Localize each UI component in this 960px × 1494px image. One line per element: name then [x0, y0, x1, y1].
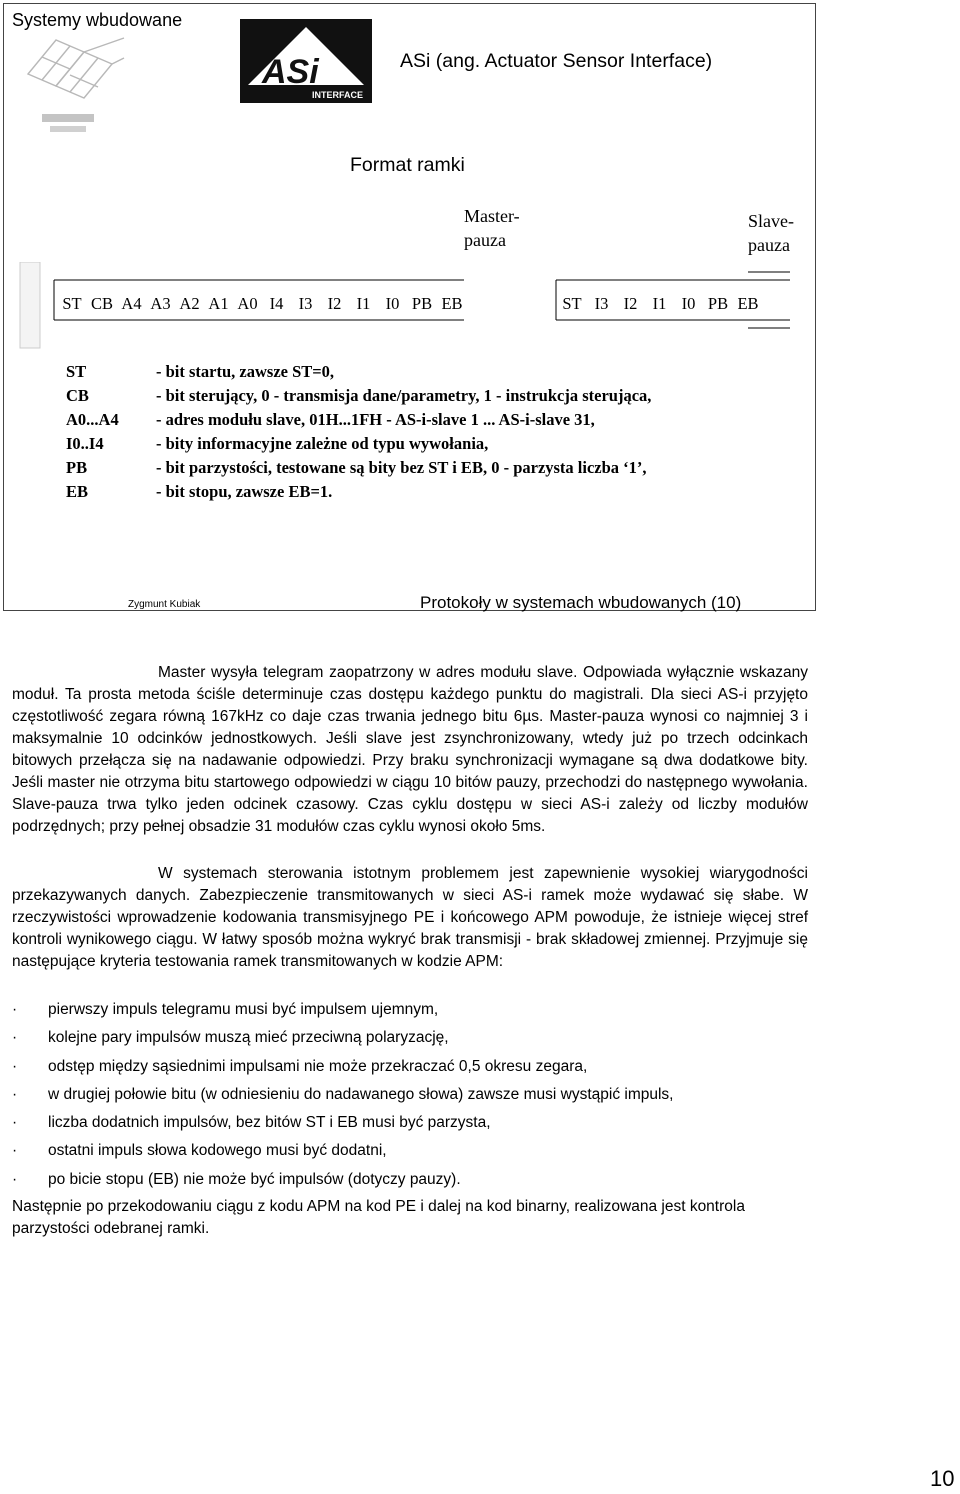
list-item-text: ostatni impuls słowa kodowego musi być dodatni,: [48, 1142, 387, 1160]
master-bit: I4: [269, 294, 284, 313]
slave-bit: I2: [623, 294, 638, 313]
list-item-text: kolejne pary impulsów muszą mieć przeciwną polaryzację,: [48, 1029, 449, 1047]
list-item: [8, 1027, 808, 1055]
asi-logo-subtext: INTERFACE: [312, 90, 364, 100]
asi-logo-text: ASi: [262, 53, 319, 91]
legend-desc: - bit sterujący, 0 - transmisja dane/parametry, 1 - instrukcja sterująca,: [156, 386, 652, 405]
master-bit: EB: [441, 294, 463, 313]
master-bit: I1: [356, 294, 371, 313]
bullet-icon: ·: [12, 1142, 18, 1160]
slide-author: Zygmunt Kubiak: [128, 599, 201, 610]
slave-pause-label-line2: pauza: [748, 235, 790, 255]
master-bit: A3: [150, 294, 171, 313]
paragraph-2-text: W systemach sterowania istotnym problemem jest zapewnienie wysokiej wiarygodności przekazywanych danych. Zabezpieczenie transmitowanych w sieci AS-i ramek może wydawać się słabe. W rzeczywistości wprowadzenie kodowania transmisyjnego PE i końcowego APM powoduje, że istnieje więcej stref kontroli wynikowego ciągu. W łatwy sposób można wykryć brak transmisji - brak składowej zmiennej. Przyjmuje się następujące kryteria testowania ramek transmitowanych w kodzie APM:: [12, 865, 808, 970]
master-frame: [57, 287, 467, 321]
list-item: [8, 1112, 808, 1140]
slave-frame: [557, 287, 763, 321]
list-item-text: odstęp między sąsiednimi impulsami nie może przekraczać 0,5 okresu zegara,: [48, 1057, 588, 1075]
asi-logo: [240, 19, 372, 103]
master-bit: I3: [298, 294, 313, 313]
legend-row: [66, 360, 651, 384]
bullet-icon: ·: [12, 1057, 18, 1075]
legend-key: I0..I4: [66, 434, 104, 453]
slave-pause-label: [748, 209, 794, 257]
legend-key: A0...A4: [66, 410, 119, 429]
master-bit: PB: [411, 294, 433, 313]
legend-desc: - adres modułu slave, 01H...1FH - AS-i-slave 1 ... AS-i-slave 31,: [156, 410, 595, 429]
legend-key: EB: [66, 482, 89, 501]
legend-key: CB: [66, 386, 89, 405]
slave-bit: I1: [652, 294, 667, 313]
list-item-text: pierwszy impuls telegramu musi być impulsem ujemnym,: [48, 1001, 439, 1018]
slide-footer: Protokoły w systemach wbudowanych (10): [420, 593, 742, 612]
list-item: [8, 1169, 808, 1197]
list-item: [8, 1140, 808, 1168]
list-item-text: liczba dodatnich impulsów, bez bitów ST i EB musi być parzysta,: [48, 1114, 491, 1132]
legend-desc: - bit startu, zawsze ST=0,: [156, 362, 335, 381]
master-bit: A1: [208, 294, 229, 313]
master-bit: ST: [62, 294, 82, 313]
bullet-icon: ·: [12, 1114, 18, 1132]
bullet-icon: ·: [12, 1085, 18, 1103]
slide-title: ASi (ang. Actuator Sensor Interface): [400, 50, 713, 72]
master-bit: A4: [121, 294, 142, 313]
legend-row: [66, 480, 651, 504]
master-bit: A0: [237, 294, 258, 313]
bullet-icon: ·: [12, 1029, 18, 1047]
slave-bit: ST: [562, 294, 582, 313]
bullet-icon: ·: [12, 1170, 18, 1188]
paragraph-1-text: Master wysyła telegram zaopatrzony w adres modułu slave. Odpowiada wyłącznie wskazany moduł. Ta prosta metoda ściśle determinuje czas dostępu każdego punktu do magistrali. Dla sieci AS-i przyjęto częstotliwość zegara równą 167kHz co daje czas trwania jednego bitu 6µs. Master-pauza wynosi co najmniej 3 i maksymalnie 10 odcinków jednostkowych. Jeśli slave jest zsynchronizowany, wtedy już po trzech odcinkach bitowych przełącza się na nadawanie odpowiedzi. Przy braku synchronizacji wymagane są dwa dodatkowe bity. Jeśli master nie otrzyma bitu startowego odpowiedzi w ciągu 10 bitów pauzy, przechodzi do następnego wywołania. Slave-pauza trwa tylko jeden odcinek czasowy. Czas cyklu dostępu w sieci AS-i zależy od liczby modułów podrzędnych; przy pełnej obsadzie 31 modułów czas cyklu wynosi około 5ms.: [12, 664, 808, 835]
slave-pause-label-line1: Slave-: [748, 211, 794, 231]
legend-row: [66, 456, 651, 480]
bit-legend: [66, 360, 651, 504]
page-number: 10: [930, 1466, 955, 1491]
legend-row: [66, 408, 651, 432]
slave-bit: EB: [737, 294, 759, 313]
slide-subtitle: Format ramki: [350, 154, 465, 176]
legend-key: PB: [66, 458, 88, 477]
list-item: [8, 1084, 808, 1112]
paragraph-3: Następnie po przekodowaniu ciągu z kodu APM na kod PE i dalej na kod binarny, realizowana jest kontrola parzystości odebranej ramki.: [12, 1198, 745, 1237]
master-bit: I2: [327, 294, 342, 313]
legend-row: [66, 432, 651, 456]
paragraph-2: [12, 863, 808, 973]
criteria-list: [8, 999, 808, 1197]
legend-key: ST: [66, 362, 87, 381]
list-item: [8, 1056, 808, 1084]
master-bit: I0: [385, 294, 400, 313]
master-pause-label-line1: Master-: [464, 206, 520, 226]
bullet-icon: ·: [12, 1001, 18, 1018]
legend-desc: - bit stopu, zawsze EB=1.: [156, 482, 333, 501]
list-item-text: po bicie stopu (EB) nie może być impulsów (dotyczy pauzy).: [48, 1170, 461, 1188]
paragraph-1: [12, 662, 808, 838]
slide-header: Systemy wbudowane: [12, 10, 183, 30]
legend-row: [66, 384, 651, 408]
master-bit: CB: [90, 294, 113, 313]
master-bit: A2: [179, 294, 200, 313]
list-item: [8, 999, 808, 1027]
slide: [3, 3, 816, 611]
master-pause-label-line2: pauza: [464, 230, 506, 250]
slave-bit: PB: [707, 294, 729, 313]
legend-desc: - bity informacyjne zależne od typu wywołania,: [156, 434, 489, 453]
master-pause-label: [464, 204, 520, 252]
list-item-text: w drugiej połowie bitu (w odniesieniu do nadawanego słowa) zawsze musi wystąpić impuls,: [48, 1085, 674, 1103]
slave-bit: I3: [594, 294, 609, 313]
university-grid-logo: [26, 34, 126, 102]
university-text-logo: [40, 110, 96, 140]
slave-bit: I0: [681, 294, 696, 313]
legend-desc: - bit parzystości, testowane są bity bez ST i EB, 0 - parzysta liczba ‘1’,: [156, 458, 647, 477]
